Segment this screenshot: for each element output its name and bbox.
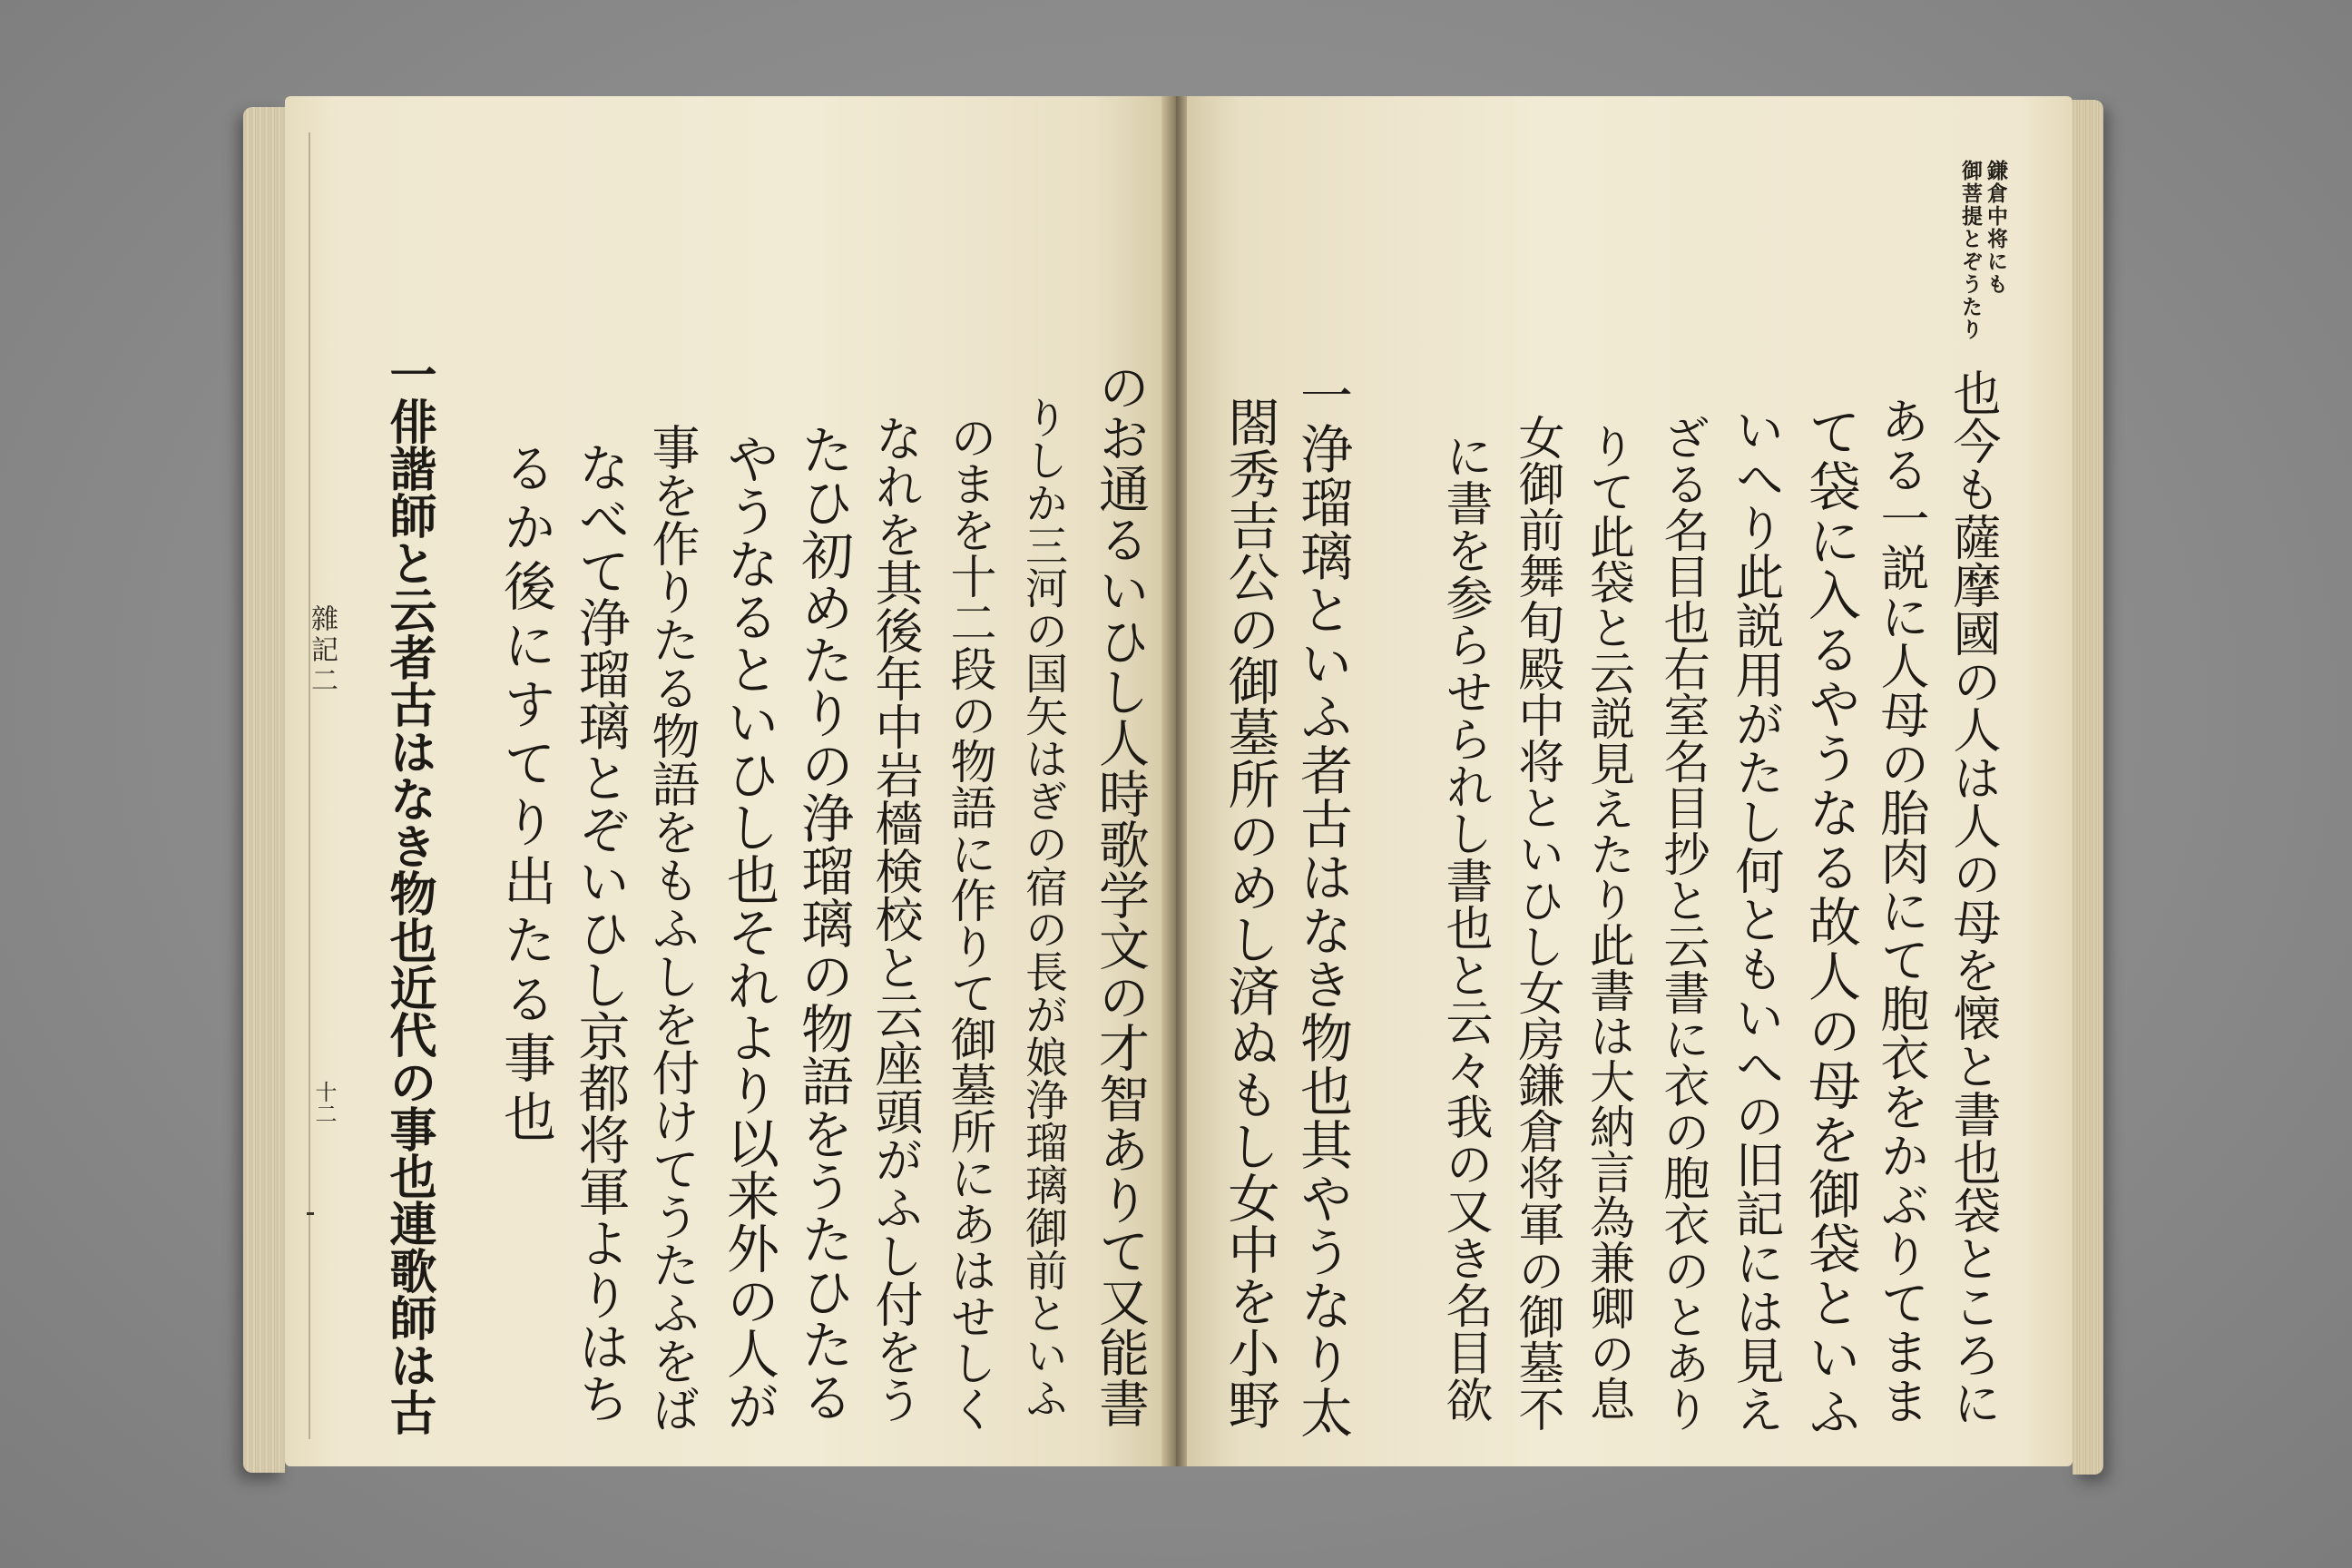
right-fore-edge: [2073, 100, 2103, 1475]
text-column-7: 女御前舞旬殿中将といひし女房鎌倉将軍の御墓不: [1510, 414, 1563, 1432]
text-column-5: ざる名目也右室名目抄と云書に衣の胞衣のとあり: [1655, 414, 1709, 1432]
text-column-3: て袋に入るやうなる故人の母を御袋といふ: [1799, 405, 1861, 1439]
folio-number: 十二: [311, 1081, 337, 1124]
text-column-8: なべて浄瑠璃とぞいひし京都将軍よりはち: [570, 441, 630, 1424]
text-column-1: のお通るいひし人時歌学文の才智ありて又能書: [1091, 361, 1150, 1428]
text-column-3: のまを十二段の物語に作りて御墓所にあはせしく: [942, 414, 995, 1432]
head-note-line-2: 御菩提とぞうたり: [1958, 160, 1983, 341]
text-column-6: やうなるといひし也それより以来外の人が: [718, 432, 779, 1432]
text-column-2: りしか三河の国矢はぎの宿の長が娘浄瑠璃御前といふ: [1018, 396, 1068, 1419]
text-column-2: ある一説に人母の胎肉にて胞衣をかぶりてまま: [1873, 396, 1930, 1425]
text-column-4: なれを其後年中岩檣検校と云座頭がふし付をう: [867, 414, 923, 1424]
text-column-10: 一俳諧師と云者古はなき物也近代の事也連歌師は古: [381, 350, 436, 1436]
text-column-1: 也今も薩摩國の人は人の母を懐と書也袋ところに: [1945, 368, 2001, 1426]
text-column-10: 閤秀吉公の御墓所のめし済ぬもし女中を小野: [1220, 396, 1279, 1430]
text-column-5: たひ初めたりの浄瑠璃の物語をうたひたる: [792, 423, 854, 1423]
text-column-8: に書を参らせられし書也と云々我の又き名目欲: [1437, 432, 1492, 1423]
text-column-9: 一浄瑠璃といふ者古はなき物也其やうなり太: [1291, 368, 1353, 1439]
edge-mark: [307, 1212, 314, 1215]
right-page: [1187, 96, 2073, 1466]
text-column-9: るか後にすてり出たる事也: [495, 441, 556, 1149]
text-column-7: 事を作りたる物語をもふしを付けてうたふをば: [644, 423, 700, 1433]
head-note-line-1: 鎌倉中将にも: [1984, 160, 2008, 296]
text-column-4: いへり此説用がたし何ともいへの旧記には見え: [1728, 405, 1785, 1434]
margin-title: 雜記二: [306, 604, 338, 697]
left-fore-edge: [243, 107, 285, 1473]
open-book: [243, 91, 2103, 1488]
left-page-margin-rule: [309, 132, 310, 1439]
left-page: [285, 96, 1165, 1466]
text-column-6: りて此袋と云説見えたり此書は大納言為兼卿の息: [1583, 423, 1635, 1421]
